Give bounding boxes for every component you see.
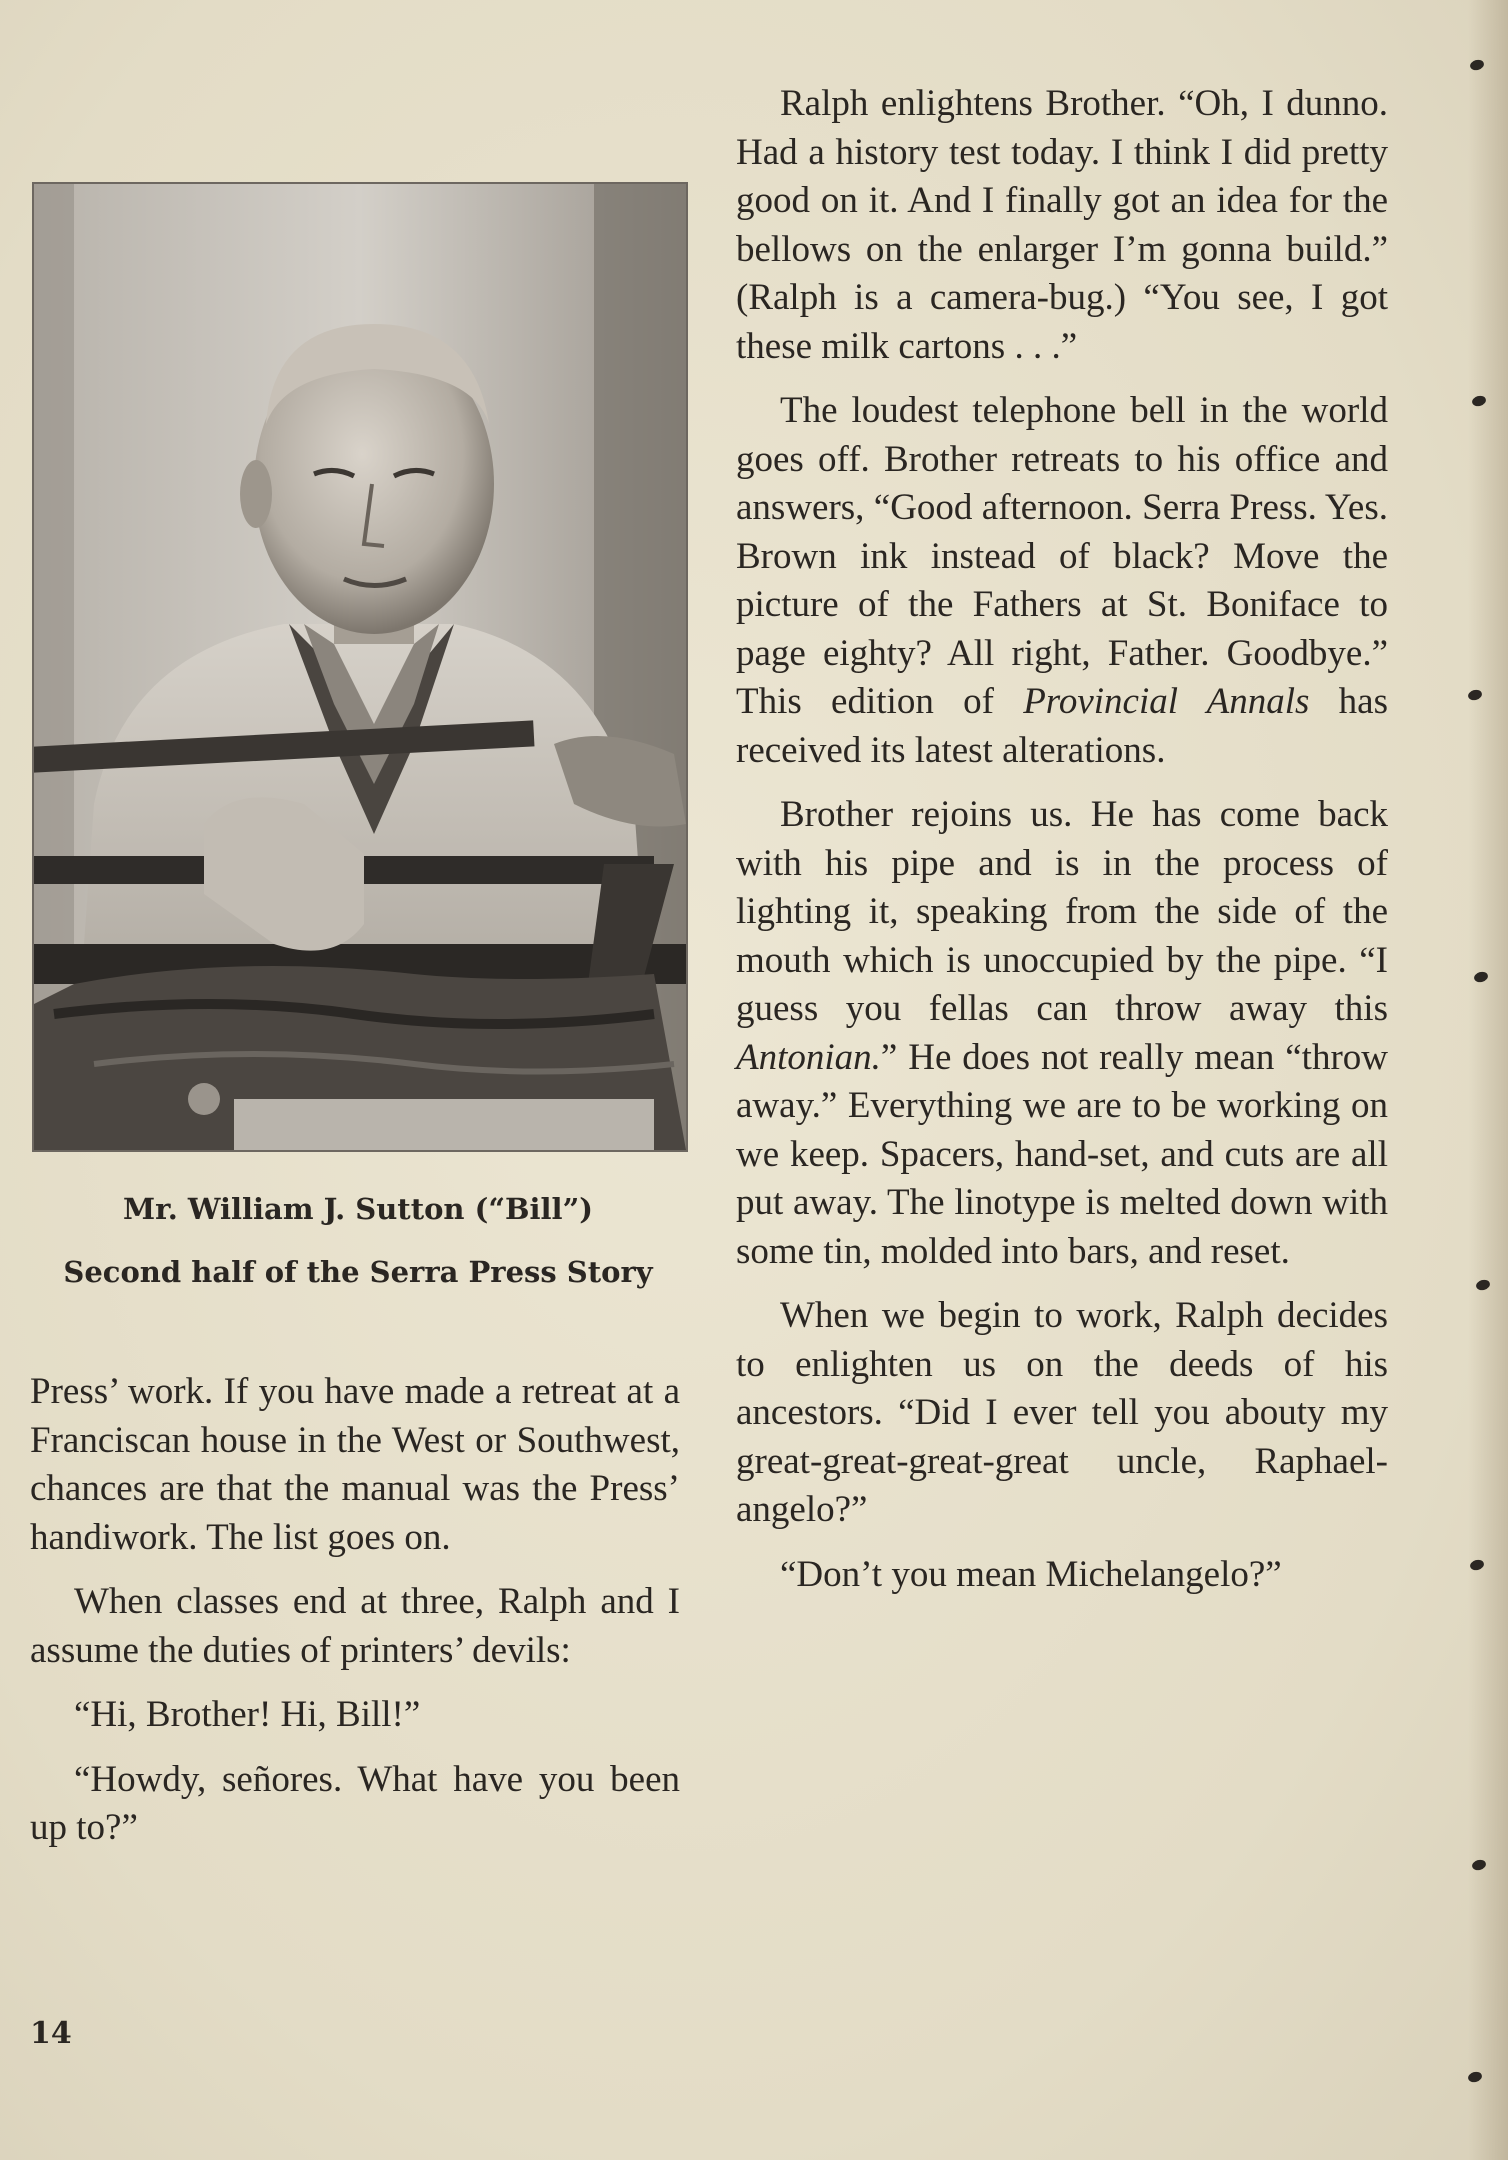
page-edge-shadow: [1468, 0, 1508, 2160]
paragraph: “Hi, Brother! Hi, Bill!”: [74, 1694, 421, 1735]
paragraph-text: Brother rejoins us. He has come back with his pipe and is in the process of lighting it, speaking from the side of the mouth which is unoccupied by the pipe. “I guess you fellas can throw away this: [736, 794, 1388, 1029]
paragraph: Press’ work. If you have made a retreat at a Franciscan house in the West or Southwest, chances are that the manual was the Press’ handiwork. The list goes on.: [30, 1371, 680, 1558]
publication-title: Antonian.: [736, 1036, 881, 1078]
paragraph: [736, 791, 1388, 1276]
photo-caption-subtitle: Second half of the Serra Press Story: [63, 1255, 653, 1289]
right-text-column: [736, 80, 1388, 1615]
paragraph-text: The loudest telephone bell in the world goes off. Brother retreats to his office and answers, “Good afternoon. Serra Press. Yes. Brown ink instead of black? Move the picture of the Fathers at St. Boniface to page eighty? All right, Father. Goodbye.” This edition of: [736, 390, 1388, 722]
photo-illustration: [34, 184, 686, 1150]
paragraph-text: ” He does not really mean “throw away.” Everything we are to be working on we keep. Spacers, hand-set, and cuts are all put away. The linotype is melted down with some tin, molded into bars, and reset.: [736, 1036, 1388, 1272]
page-number: 14: [30, 2016, 72, 2051]
left-text-column: [30, 1368, 680, 1869]
paragraph: Ralph enlightens Brother. “Oh, I dunno. Had a history test today. I think I did pretty good on it. And I finally got an idea for the bellows on the enlarger I’m gonna build.” (Ralph is a camera-bug.) “You see, I got these milk cartons . . .”: [736, 83, 1388, 367]
paragraph: “Howdy, señores. What have you been up to?”: [30, 1758, 680, 1848]
publication-title: Provincial Annals: [1023, 681, 1310, 722]
paragraph: When classes end at three, Ralph and I assume the duties of printers’ devils:: [30, 1581, 680, 1671]
paragraph-text: has received its latest alterations.: [736, 681, 1388, 771]
paragraph: [736, 387, 1388, 775]
paragraph: “Don’t you mean Michelangelo?”: [780, 1553, 1282, 1595]
paragraph: When we begin to work, Ralph decides to enlighten us on the deeds of his ancestors. “Did I ever tell you abouty my great-great-great-great uncle, Raphael-angelo?”: [736, 1295, 1388, 1530]
portrait-photo: [32, 182, 688, 1152]
photo-caption-name: Mr. William J. Sutton (“Bill”): [123, 1192, 593, 1226]
